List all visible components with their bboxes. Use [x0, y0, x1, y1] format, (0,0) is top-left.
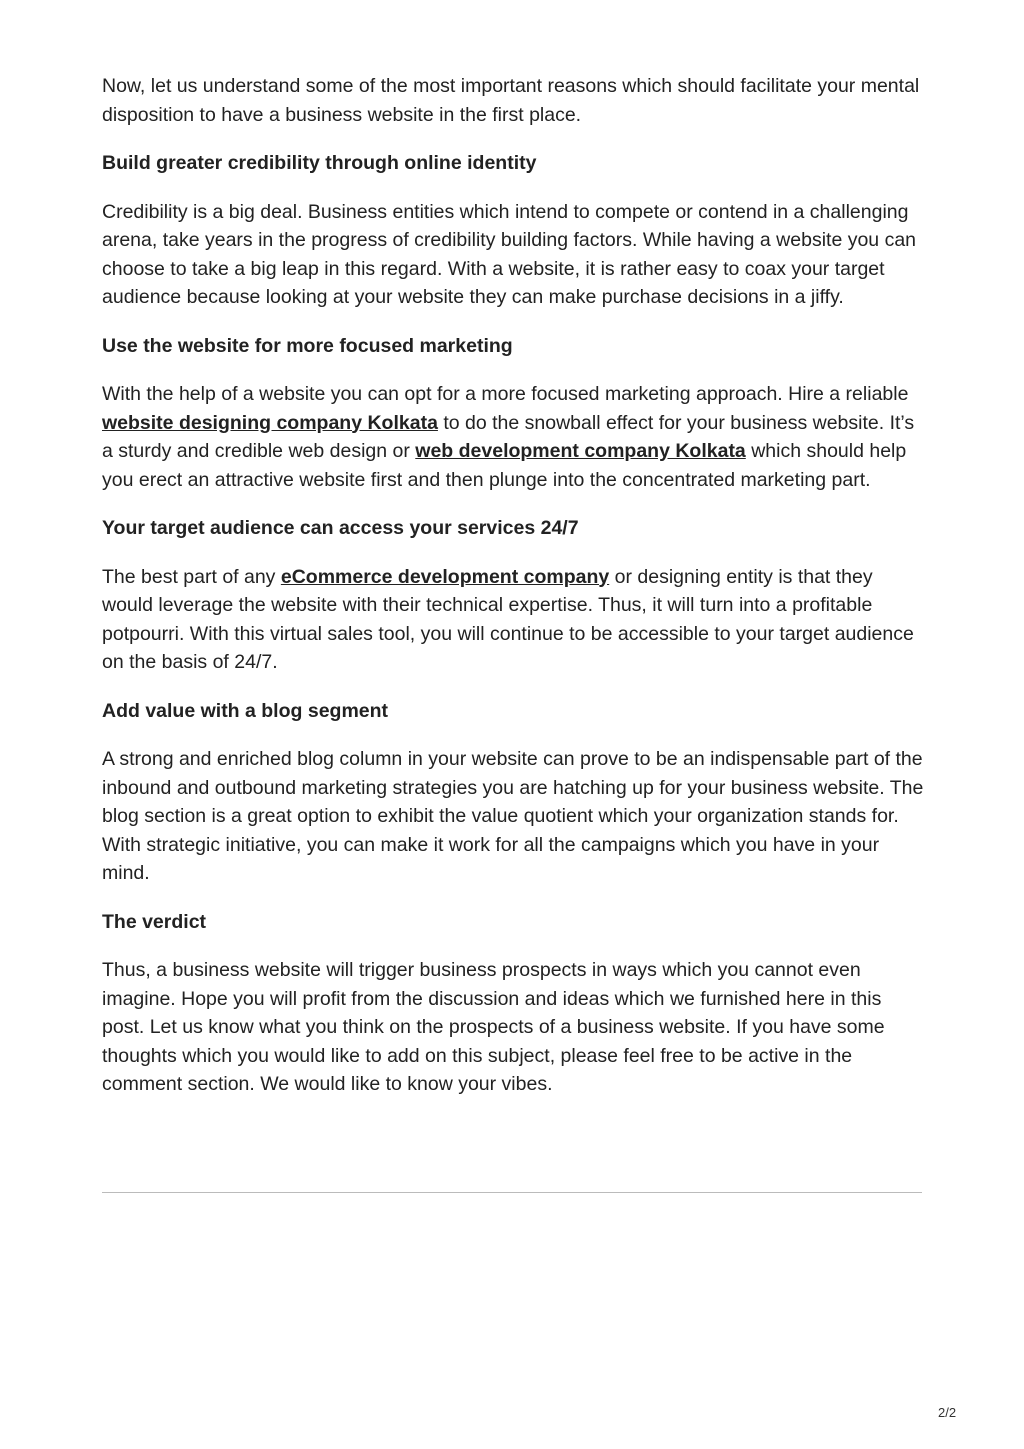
paragraph-focused-marketing: [102, 380, 924, 494]
article-body: [102, 72, 924, 1119]
paragraph-credibility: Credibility is a big deal. Business entities which intend to compete or contend in a challenging arena, take years in the progress of credibility building factors. While having a website you can choose to take a big leap in this regard. With a website, it is rather easy to coax your target audience because looking at your website they can make purchase decisions in a jiffy.: [102, 200, 917, 308]
horizontal-divider: [102, 1192, 922, 1193]
heading-blog-segment: Add value with a blog segment: [102, 699, 389, 722]
link-website-designing-company[interactable]: website designing company Kolkata: [102, 411, 438, 434]
paragraph-text: which should help you erect an attractive website first and then plunge into the concentrated marketing part.: [102, 440, 907, 491]
paragraph-text: With the help of a website you can opt for a more focused marketing approach. Hire a reliable: [102, 383, 909, 405]
paragraph-target-audience: [102, 563, 924, 677]
paragraph-blog-segment: A strong and enriched blog column in your website can prove to be an indispensable part of the inbound and outbound marketing strategies you are hatching up for your business website. The blog section is a great option to exhibit the value quotient which your organization stands for. With strategic initiative, you can make it work for all the campaigns which you have in your mind.: [102, 748, 924, 884]
intro-paragraph: Now, let us understand some of the most important reasons which should facilitate your mental disposition to have a business website in the first place.: [102, 75, 920, 126]
paragraph-text: The best part of any: [102, 565, 281, 588]
paragraph-verdict: Thus, a business website will trigger business prospects in ways which you cannot even imagine. Hope you will profit from the discussion and ideas which we furnished here in this post. Let us know what you think on the prospects of a business website. If you have some thoughts which you would like to add on this subject, please feel free to be active in the comment section. We would like to know your vibes.: [102, 959, 885, 1095]
heading-verdict: The verdict: [102, 910, 207, 933]
heading-focused-marketing: Use the website for more focused marketing: [102, 334, 513, 357]
paragraph-text: to do the snowball effect for your business website. It’s a sturdy and credible web design or: [102, 411, 915, 462]
page-number: 2/2: [938, 1405, 957, 1420]
heading-target-audience: Your target audience can access your services 24/7: [102, 517, 579, 539]
link-ecommerce-development-company[interactable]: eCommerce development company: [280, 565, 610, 588]
paragraph-text: or designing entity is that they would leverage the website with their technical expertise. Thus, it will turn into a profitable potpourri. With this virtual sales tool, you will continue to be accessible to your target audience on the basis of 24/7.: [102, 565, 914, 673]
link-web-development-company[interactable]: web development company Kolkata: [415, 440, 746, 462]
heading-credibility: Build greater credibility through online identity: [102, 152, 537, 174]
